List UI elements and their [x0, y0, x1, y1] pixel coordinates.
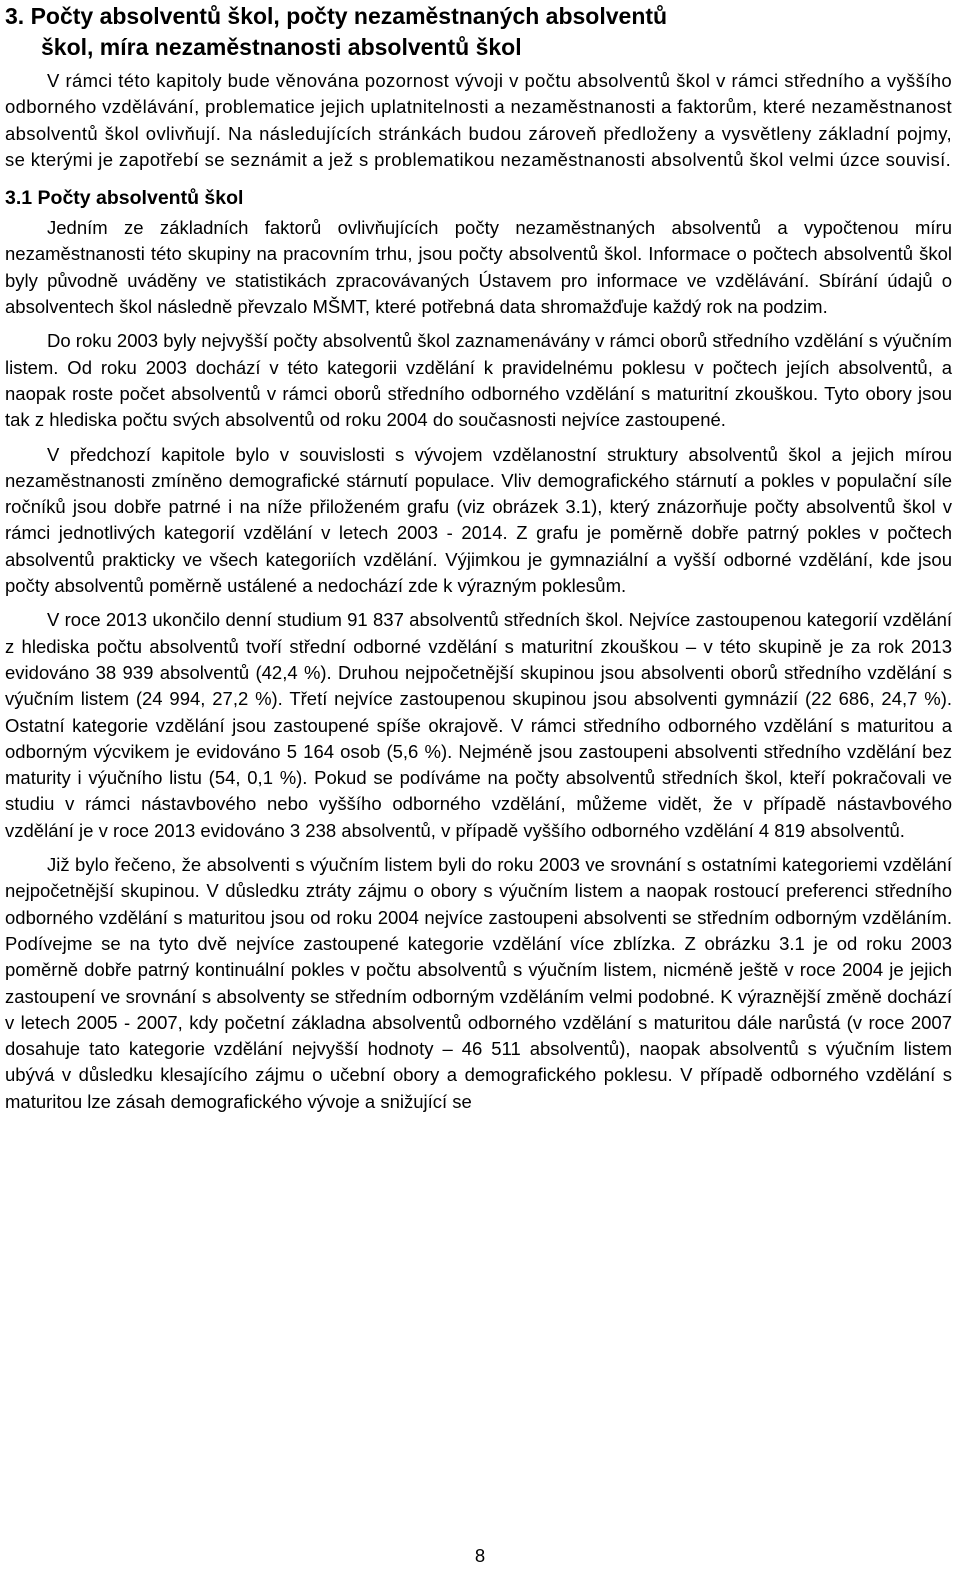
- chapter-title: [5, 0, 952, 63]
- chapter-title-line-1: 3. Počty absolventů škol, počty nezaměstnaných absolventů: [5, 3, 668, 29]
- section-paragraph-5: Již bylo řečeno, že absolventi s výučním listem byli do roku 2003 ve srovnání s ostatními kategoriemi vzdělání nejpočetnější skupinou. V důsledku ztráty zájmu o obory s výučním listem a naopak rostoucí preferenci středního odborného vzdělání s maturitou jsou od roku 2004 nejvíce zastoupeni absolventi se středním odborným vzděláním. Podívejme se na tyto dvě nejvíce zastoupené kategorie vzdělání více zblízka. Z obrázku 3.1 je od roku 2003 poměrně dobře patrný kontinuální pokles v počtu absolventů s výučním listem, nicméně ještě v roce 2004 je jejich zastoupení ve srovnání s absolventy se středním odborným vzděláním velmi podobné. K výraznější změně dochází v letech 2005 - 2007, kdy početní základna absolventů odborného vzdělání s maturitou dále narůstá (v roce 2007 dosahuje tato kategorie vzdělání nejvyšší hodnoty – 46 511 absolventů), naopak absolventů s výučním listem ubývá v důsledku klesajícího zájmu o učební obory a demografického poklesu. V případě odborného vzdělání s maturitou lze zásah demografického vývoje a snižující se: [5, 854, 952, 1112]
- page-number: 8: [474, 1545, 486, 1566]
- section-paragraph-4: V roce 2013 ukončilo denní studium 91 837 absolventů středních škol. Nejvíce zastoupenou kategorií vzdělání z hlediska počtu absolventů tvoří střední odborné vzdělání s maturitní zkouškou – v této skupině je za rok 2013 evidováno 38 939 absolventů (42,4 %). Druhou nejpočetnější skupinou jsou absolventi oborů středního vzdělání s výučním listem (24 994, 27,2 %). Třetí nejvíce zastoupenou skupinou jsou absolventi gymnázií (22 686, 24,7 %). Ostatní kategorie vzdělání jsou zastoupené spíše okrajově. V rámci středního odborného vzdělání s maturitou a odborným výcvikem je evidováno 5 164 osob (5,6 %). Nejméně jsou zastoupeni absolventi středního vzdělání bez maturity i výučního listu (54, 0,1 %). Pokud se podíváme na počty absolventů středních škol, kteří pokračovali ve studiu v rámci nástavbového nebo vyššího odborného vzdělání, můžeme vidět, že v případě nástavbového vzdělání je v roce 2013 evidováno 3 238 absolventů, v případě vyššího odborného vzdělání 4 819 absolventů.: [5, 609, 952, 841]
- section-paragraph-2: Do roku 2003 byly nejvyšší počty absolventů škol zaznamenávány v rámci oborů středního vzdělání s výučním listem. Od roku 2003 dochází v této kategorii vzdělání k pravidelnému poklesu v počtech jejích absolventů, a naopak roste počet absolventů v rámci oborů středního odborného vzdělání s maturitní zkouškou. Tyto obory jsou tak z hlediska počtu svých absolventů od roku 2004 do současnosti nejvíce zastoupené.: [5, 330, 952, 431]
- chapter-intro-paragraph: V rámci této kapitoly bude věnována pozornost vývoji v počtu absolventů škol v rámci středního a vyššího odborného vzdělávání, problematice jejich uplatnitelnosti a nezaměstnanosti a faktorům, které nezaměstnanost absolventů škol ovlivňují. Na následujících stránkách budou zároveň předloženy a vysvětleny základní pojmy, se kterými je zapotřebí se seznámit a jež s problematikou nezaměstnanosti absolventů škol velmi úzce souvisí.: [5, 70, 952, 170]
- section-paragraph-1: Jedním ze základních faktorů ovlivňujících počty nezaměstnaných absolventů a vypočtenou míru nezaměstnanosti této skupiny na pracovním trhu, jsou počty absolventů škol. Informace o počtech absolventů škol byly původně uváděny ve statistikách zpracovávaných Ústavem pro informace ve vzdělávání. Sbírání údajů o absolventech škol následně převzalo MŠMT, které potřebná data shromažďuje každý rok na podzim.: [5, 217, 952, 318]
- document-page: [5, 0, 952, 1115]
- chapter-title-line-2: škol, míra nezaměstnanosti absolventů škol: [41, 34, 522, 60]
- section-paragraph-3: V předchozí kapitole bylo v souvislosti s vývojem vzdělanostní struktury absolventů škol a jejich mírou nezaměstnanosti zmíněno demografické stárnutí populace. Vliv demografického stárnutí a pokles v populační síle ročníků jsou dobře patrné i na níže přiloženém grafu (viz obrázek 3.1), který znázorňuje počty absolventů škol v rámci jednotlivých kategorií vzdělání v letech 2003 - 2014. Z grafu je poměrně dobře patrný pokles v počtech absolventů prakticky ve všech kategoriích vzdělání. Výjimkou je gymnaziální a vyšší odborné vzdělání, kde jsou počty absolventů poměrně ustálené a nedochází zde k výrazným poklesům.: [5, 443, 952, 597]
- section-heading: 3.1 Počty absolventů škol: [5, 187, 244, 210]
